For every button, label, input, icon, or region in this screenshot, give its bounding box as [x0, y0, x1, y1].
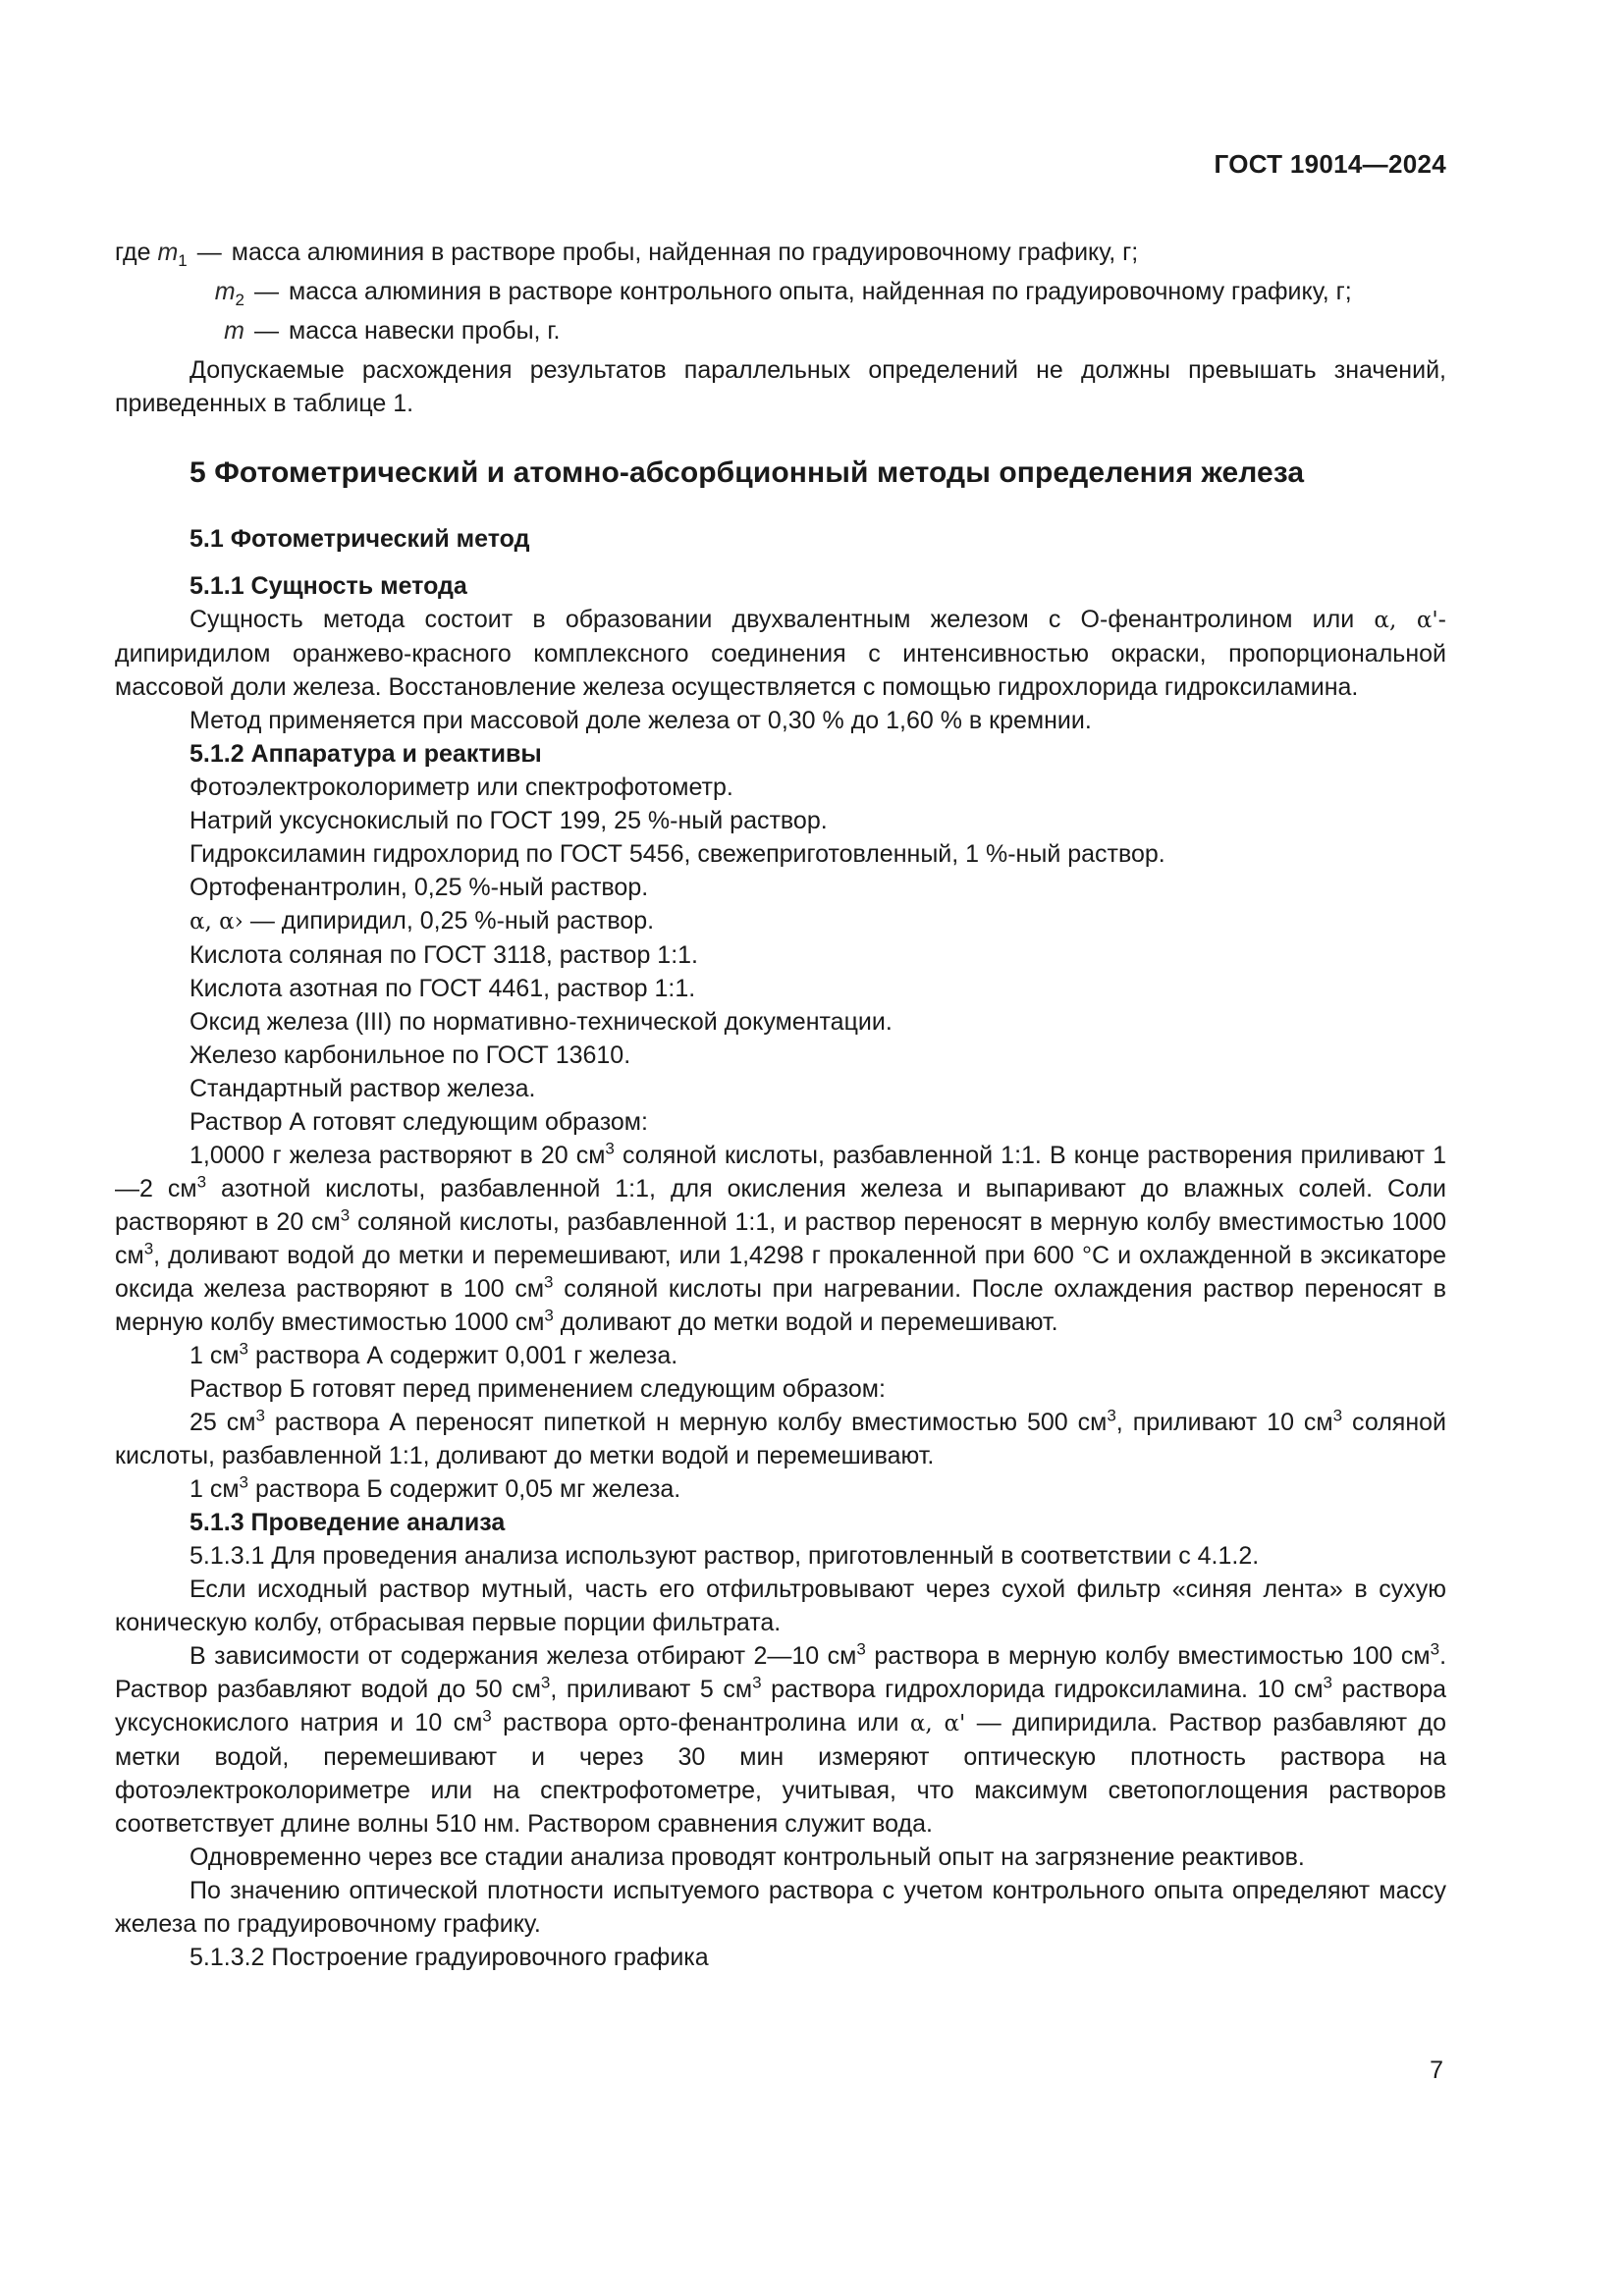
solution-b-intro: Раствор Б готовят перед применением следующим образом:	[189, 1375, 886, 1403]
text-run: 1,0000 г железа растворяют в 20 см	[189, 1142, 606, 1169]
definition-text: масса навески пробы, г.	[289, 317, 561, 345]
symbol: m	[214, 278, 236, 305]
subsection-5-1-1-title: 5.1.1 Сущность метода	[189, 572, 467, 600]
superscript: 3	[1107, 1406, 1116, 1425]
clause-5-1-3-1: 5.1.3.1 Для проведения анализа используют раствор, приготовленный в соответствии с 4.1.2.	[189, 1542, 1260, 1570]
text-run: 1 см	[189, 1475, 240, 1503]
superscript: 3	[752, 1673, 762, 1692]
symbol: m	[157, 239, 179, 266]
text-run: соляной кислоты, разбавленной 1:1. В конце растворения приливают 1—2 см	[115, 1142, 1446, 1202]
definition-label	[115, 236, 188, 269]
superscript: 3	[340, 1205, 351, 1225]
reagent-item: Стандартный раствор железа.	[189, 1075, 536, 1102]
text-run: раствора уксуснокислого натрия и 10 см	[115, 1676, 1447, 1736]
greek-symbols: α, α›	[189, 909, 244, 934]
clause-5-1-3-2: 5.1.3.2 Построение градуировочного графика	[189, 1944, 709, 1971]
superscript: 3	[544, 1306, 554, 1325]
reagent-item: Раствор А готовят следующим образом:	[189, 1108, 648, 1136]
reagent-item: Кислота соляная по ГОСТ 3118, раствор 1:1.	[189, 941, 698, 969]
procedure-paragraph	[115, 1639, 1446, 1841]
turbid-solution-paragraph: Если исходный раствор мутный, часть его отфильтровывают через сухой фильтр «синяя лента» в сухую коническую колбу, отбрасывая первые порции фильтрата.	[115, 1575, 1446, 1636]
symbol: m	[224, 317, 244, 345]
text-run: азотной кислоты, разбавленной 1:1, для окисления железа и выпаривают до влажных солей. Соли растворяют в 20 см	[115, 1175, 1446, 1236]
subsection-5-1-3-title: 5.1.3 Проведение анализа	[189, 1509, 506, 1536]
superscript: 3	[239, 1472, 249, 1492]
text-run: — дипиридил, 0,25 %-ный раствор.	[243, 907, 655, 934]
definition-text: масса алюминия в растворе пробы, найденная по градуировочному графику, г;	[231, 239, 1139, 266]
solution-a-paragraph	[115, 1139, 1446, 1339]
tolerance-note: Допускаемые расхождения результатов параллельных определений не должны превышать значений, приведенных в таблице 1.	[115, 356, 1446, 417]
greek-symbols: α, α'	[1374, 608, 1438, 633]
definition-row	[115, 314, 1446, 347]
em-dash: —	[254, 278, 279, 305]
superscript: 3	[1323, 1673, 1332, 1692]
blank-test-paragraph: Одновременно через все стадии анализа проводят контрольный опыт на загрязнение реактивов.	[189, 1843, 1305, 1871]
text-run: , приливают 5 см	[550, 1676, 753, 1703]
text-run: раствора орто-фенантролина или	[491, 1709, 910, 1736]
method-range-paragraph: Метод применяется при массовой доле железа от 0,30 % до 1,60 % в кремнии.	[189, 707, 1092, 734]
subscript: 1	[178, 251, 188, 270]
text-run: , приливают 10 см	[1115, 1409, 1333, 1436]
text-run: раствора Б содержит 0,05 мг железа.	[248, 1475, 681, 1503]
greek-symbols: α, α'	[909, 1711, 966, 1736]
solution-b-paragraph	[115, 1406, 1446, 1472]
reagent-item: Натрий уксуснокислый по ГОСТ 199, 25 %-ный раствор.	[189, 807, 828, 834]
page-number: 7	[1430, 2056, 1443, 2084]
superscript: 3	[255, 1406, 265, 1425]
subsection-5-1-title: 5.1 Фотометрический метод	[189, 525, 530, 553]
superscript: 3	[544, 1272, 554, 1292]
superscript: 3	[239, 1339, 249, 1359]
definition-text: масса алюминия в растворе контрольного опыта, найденная по градуировочному графику, г;	[289, 278, 1352, 305]
text-run: Сущность метода состоит в образовании двухвалентным железом с О-фенантролином или	[189, 606, 1375, 633]
text-run: , доливают водой до метки и перемешивают, или 1,4298 г прокаленной при 600 °С и охлажденной в эксикаторе оксида железа растворяют в 100 см	[115, 1242, 1446, 1303]
definition-row	[115, 236, 1446, 269]
standard-code: ГОСТ 19014—2024	[1214, 149, 1446, 179]
reagent-item: Ортофенантролин, 0,25 %-ный раствор.	[189, 874, 649, 901]
text-run: 25 см	[189, 1409, 256, 1436]
text-run: раствора в мерную колбу вместимостью 100 см	[865, 1642, 1431, 1670]
text-run: раствора А содержит 0,001 г железа.	[248, 1342, 678, 1369]
superscript: 3	[540, 1673, 551, 1692]
text-run: соляной кислоты, разбавленной 1:1, доливают до метки водой и перемешивают.	[115, 1409, 1446, 1469]
reagent-item: Фотоэлектроколориметр или спектрофотометр.	[189, 774, 733, 801]
superscript: 3	[856, 1639, 866, 1659]
section-5-title: 5 Фотометрический и атомно-абсорбционный методы определения железа	[189, 456, 1305, 489]
page-content	[115, 236, 1446, 1974]
optical-density-paragraph: По значению оптической плотности испытуемого раствора с учетом контрольного опыта определяют массу железа по градуировочному графику.	[115, 1877, 1446, 1938]
subscript: 2	[235, 291, 244, 309]
superscript: 3	[1430, 1639, 1440, 1659]
text-run: . Раствор разбавляют водой до 50 см	[115, 1642, 1447, 1703]
superscript: 3	[605, 1139, 615, 1158]
variable-definitions	[115, 236, 1446, 347]
reagent-item: Кислота азотная по ГОСТ 4461, раствор 1:1.	[189, 975, 696, 1002]
text-run: — дипиридила. Раствор разбавляют до метки водой, перемешивают и через 30 мин измеряют оптическую плотность раствора на фотоэлектроколориметре или на спектрофотометре, учитывая, что максимум светопоглощения растворов соответствует длине волны 510 нм. Раствором сравнения служит вода.	[115, 1709, 1446, 1838]
text-run: В зависимости от содержания железа отбирают 2—10 см	[189, 1642, 857, 1670]
definition-label	[115, 314, 244, 347]
reagent-item	[115, 904, 1446, 938]
reagent-item: Оксид железа (III) по нормативно-технической документации.	[189, 1008, 893, 1036]
text-run: соляной кислоты при нагревании. После охлаждения раствор переносят в мерную колбу вместимостью 1000 см	[115, 1275, 1446, 1336]
where-word: где	[115, 239, 151, 266]
reagent-item: Гидроксиламин гидрохлорид по ГОСТ 5456, свежеприготовленный, 1 %-ный раствор.	[189, 840, 1165, 868]
superscript: 3	[196, 1172, 207, 1192]
solution-a-content	[115, 1339, 1446, 1372]
text-run: раствора А переносят пипеткой н мерную колбу вместимостью 500 см	[264, 1409, 1108, 1436]
subsection-5-1-2-title: 5.1.2 Аппаратура и реактивы	[189, 740, 542, 768]
text-run: соляной кислоты, разбавленной 1:1, и раствор переносят в мерную колбу вместимостью 1000 см	[115, 1208, 1446, 1269]
superscript: 3	[143, 1239, 154, 1258]
em-dash: —	[196, 239, 222, 266]
text-run: доливают до метки водой и перемешивают.	[553, 1308, 1058, 1336]
definition-label	[115, 275, 244, 308]
reagent-item: Железо карбонильное по ГОСТ 13610.	[189, 1041, 631, 1069]
superscript: 3	[482, 1706, 492, 1726]
text-run: -дипиридилом оранжево-красного комплексного соединения с интенсивностью окраски, пропорциональной массовой доли железа. Восстановление железа осуществляется с помощью гидрохлорида гидроксиламина.	[115, 606, 1446, 701]
text-run: раствора гидрохлорида гидроксиламина. 10 см	[761, 1676, 1324, 1703]
text-run: 1 см	[189, 1342, 240, 1369]
superscript: 3	[1332, 1406, 1343, 1425]
solution-b-content	[115, 1472, 1446, 1506]
essence-paragraph	[115, 603, 1446, 704]
em-dash: —	[254, 317, 279, 345]
definition-row	[115, 275, 1446, 308]
